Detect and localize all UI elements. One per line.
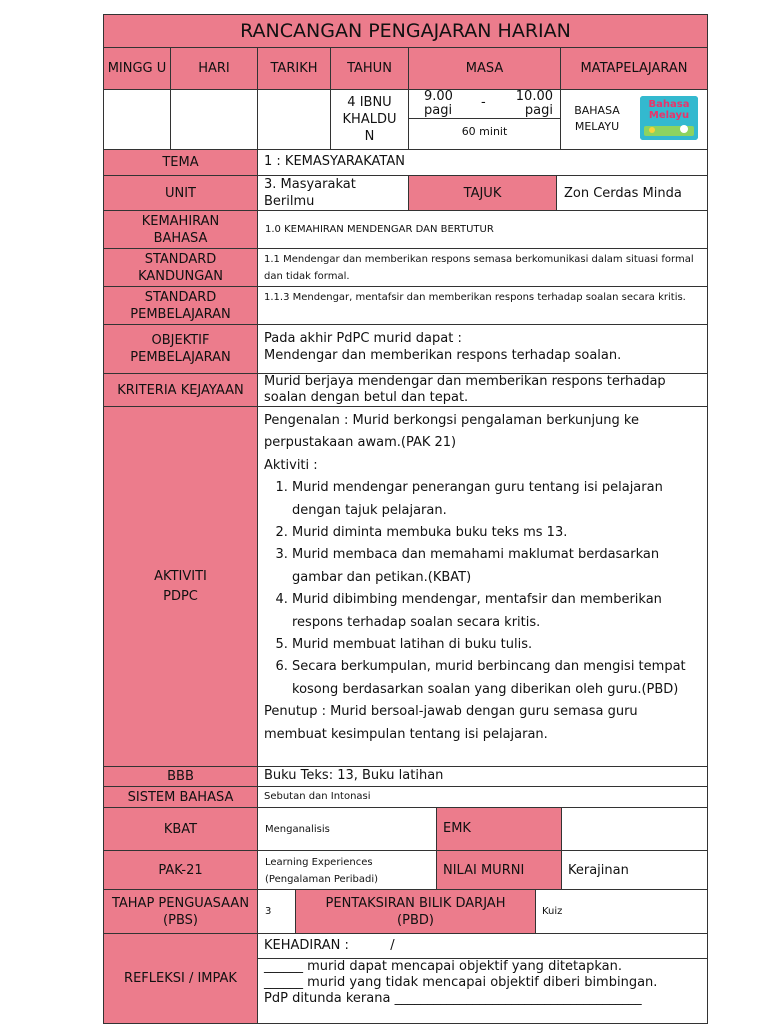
objektif-value bbox=[257, 324, 708, 374]
kbat-label: KBAT bbox=[103, 807, 258, 851]
refleksi-label: REFLEKSI / IMPAK bbox=[103, 933, 258, 1024]
aktiviti-item: 6. Secara berkumpulan, murid berbincang dan mengisi tempat kosong berdasarkan soalan yang diberikan oleh guru.(PBD) bbox=[292, 656, 701, 701]
page-title: RANCANGAN PENGAJARAN HARIAN bbox=[103, 14, 708, 48]
nilai-label: NILAI MURNI bbox=[436, 850, 562, 890]
kbat-value: Menganalisis bbox=[257, 807, 437, 851]
masa-time-range bbox=[409, 90, 560, 119]
emk-label: EMK bbox=[436, 807, 562, 851]
refleksi-line-3: PdP ditunda kerana ______________________________________ bbox=[264, 991, 642, 1006]
tahap-value: 3 bbox=[257, 889, 296, 934]
pbd-label: PENTAKSIRAN BILIK DARJAH (PBD) bbox=[295, 889, 536, 934]
masa-duration: 60 minit bbox=[461, 125, 508, 138]
objektif-label: OBJEKTIF PEMBELAJARAN bbox=[103, 324, 258, 374]
masa-dash: - bbox=[481, 95, 486, 110]
bbb-label: BBB bbox=[103, 766, 258, 787]
objektif-line-1: Pada akhir PdPC murid dapat : bbox=[264, 331, 462, 346]
sp-label: STANDARD PEMBELAJARAN bbox=[103, 286, 258, 325]
refleksi-line-1: ______ murid dapat mencapai objektif yang ditetapkan. bbox=[264, 959, 622, 974]
pak-label: PAK-21 bbox=[103, 850, 258, 890]
value-tahun: 4 IBNU KHALDU N bbox=[330, 89, 409, 150]
aktiviti-item: 4. Murid dibimbing mendengar, mentafsir dan memberikan respons terhadap soalan secara kritis. bbox=[292, 589, 701, 634]
matapelajaran-text: BAHASA MELAYU bbox=[574, 104, 620, 133]
header-hari: HARI bbox=[170, 47, 258, 90]
aktiviti-pengenalan: Pengenalan : Murid berkongsi pengalaman berkunjung ke perpustakaan awam.(PAK 21) bbox=[264, 413, 639, 451]
value-tarikh bbox=[257, 89, 331, 150]
tajuk-value: Zon Cerdas Minda bbox=[556, 175, 708, 211]
tema-label: TEMA bbox=[103, 149, 258, 176]
kehadiran-row: KEHADIRAN : / bbox=[257, 933, 708, 959]
sp-value: 1.1.3 Mendengar, mentafsir dan memberikan respons terhadap soalan secara kritis. bbox=[257, 286, 708, 325]
aktiviti-item: 1. Murid mendengar penerangan guru tentang isi pelajaran dengan tajuk pelajaran. bbox=[292, 477, 701, 522]
kemahiran-value: 1.0 KEMAHIRAN MENDENGAR DAN BERTUTUR bbox=[257, 210, 708, 249]
header-tahun: TAHUN bbox=[330, 47, 409, 90]
tajuk-label: TAJUK bbox=[408, 175, 557, 211]
kriteria-label: KRITERIA KEJAYAAN bbox=[103, 373, 258, 407]
logo-lettering: Bahasa Melayu bbox=[648, 99, 690, 121]
aktiviti-label-line-2: PDPC bbox=[163, 588, 198, 604]
kemahiran-label: KEMAHIRAN BAHASA bbox=[103, 210, 258, 249]
aktiviti-item: 5. Murid membuat latihan di buku tulis. bbox=[292, 634, 701, 656]
sistem-value: Sebutan dan Intonasi bbox=[257, 786, 708, 808]
value-minggu bbox=[103, 89, 171, 150]
unit-value: 3. Masyarakat Berilmu bbox=[257, 175, 409, 211]
aktiviti-penutup: Penutup : Murid bersoal-jawab dengan guru semasa guru membuat kesimpulan tentang isi pelajaran. bbox=[264, 704, 638, 742]
refleksi-line-2: ______ murid yang tidak mencapai objektif diberi bimbingan. bbox=[264, 975, 658, 990]
sistem-label: SISTEM BAHASA bbox=[103, 786, 258, 808]
tahap-label: TAHAP PENGUASAAN (PBS) bbox=[103, 889, 258, 934]
masa-start: 9.00 pagi bbox=[424, 89, 453, 118]
masa-end: 10.00 pagi bbox=[515, 89, 553, 118]
refleksi-content bbox=[257, 958, 708, 1024]
value-hari bbox=[170, 89, 258, 150]
aktiviti-heading: Aktiviti : bbox=[264, 457, 318, 473]
kriteria-value: Murid berjaya mendengar dan memberikan respons terhadap soalan dengan betul dan tepat. bbox=[257, 373, 708, 407]
header-minggu: MINGG U bbox=[103, 47, 171, 90]
sk-value: 1.1 Mendengar dan memberikan respons semasa berkomunikasi dalam situasi formal dan tidak formal. bbox=[257, 248, 708, 287]
aktiviti-label-line-1: AKTIVITI bbox=[154, 568, 207, 584]
header-matapelajaran: MATAPELAJARAN bbox=[560, 47, 708, 90]
sk-label: STANDARD KANDUNGAN bbox=[103, 248, 258, 287]
bbb-value: Buku Teks: 13, Buku latihan bbox=[257, 766, 708, 787]
aktiviti-item: 2. Murid diminta membuka buku teks ms 13. bbox=[292, 522, 701, 544]
tema-value: 1 : KEMASYARAKATAN bbox=[257, 149, 708, 176]
nilai-value: Kerajinan bbox=[561, 850, 708, 890]
aktiviti-content bbox=[257, 406, 708, 767]
objektif-line-2: Mendengar dan memberikan respons terhadap soalan. bbox=[264, 348, 622, 363]
header-masa: MASA bbox=[408, 47, 561, 90]
unit-label: UNIT bbox=[103, 175, 258, 211]
pbd-value: Kuiz bbox=[535, 889, 708, 934]
bahasa-melayu-logo bbox=[640, 96, 698, 140]
aktiviti-list bbox=[264, 477, 701, 701]
pak-value: Learning Experiences (Pengalaman Peribadi) bbox=[257, 850, 437, 890]
value-masa bbox=[408, 89, 561, 150]
emk-value bbox=[561, 807, 708, 851]
aktiviti-label bbox=[103, 406, 258, 767]
aktiviti-item: 3. Murid membaca dan memahami maklumat berdasarkan gambar dan petikan.(KBAT) bbox=[292, 544, 701, 589]
header-tarikh: TARIKH bbox=[257, 47, 331, 90]
